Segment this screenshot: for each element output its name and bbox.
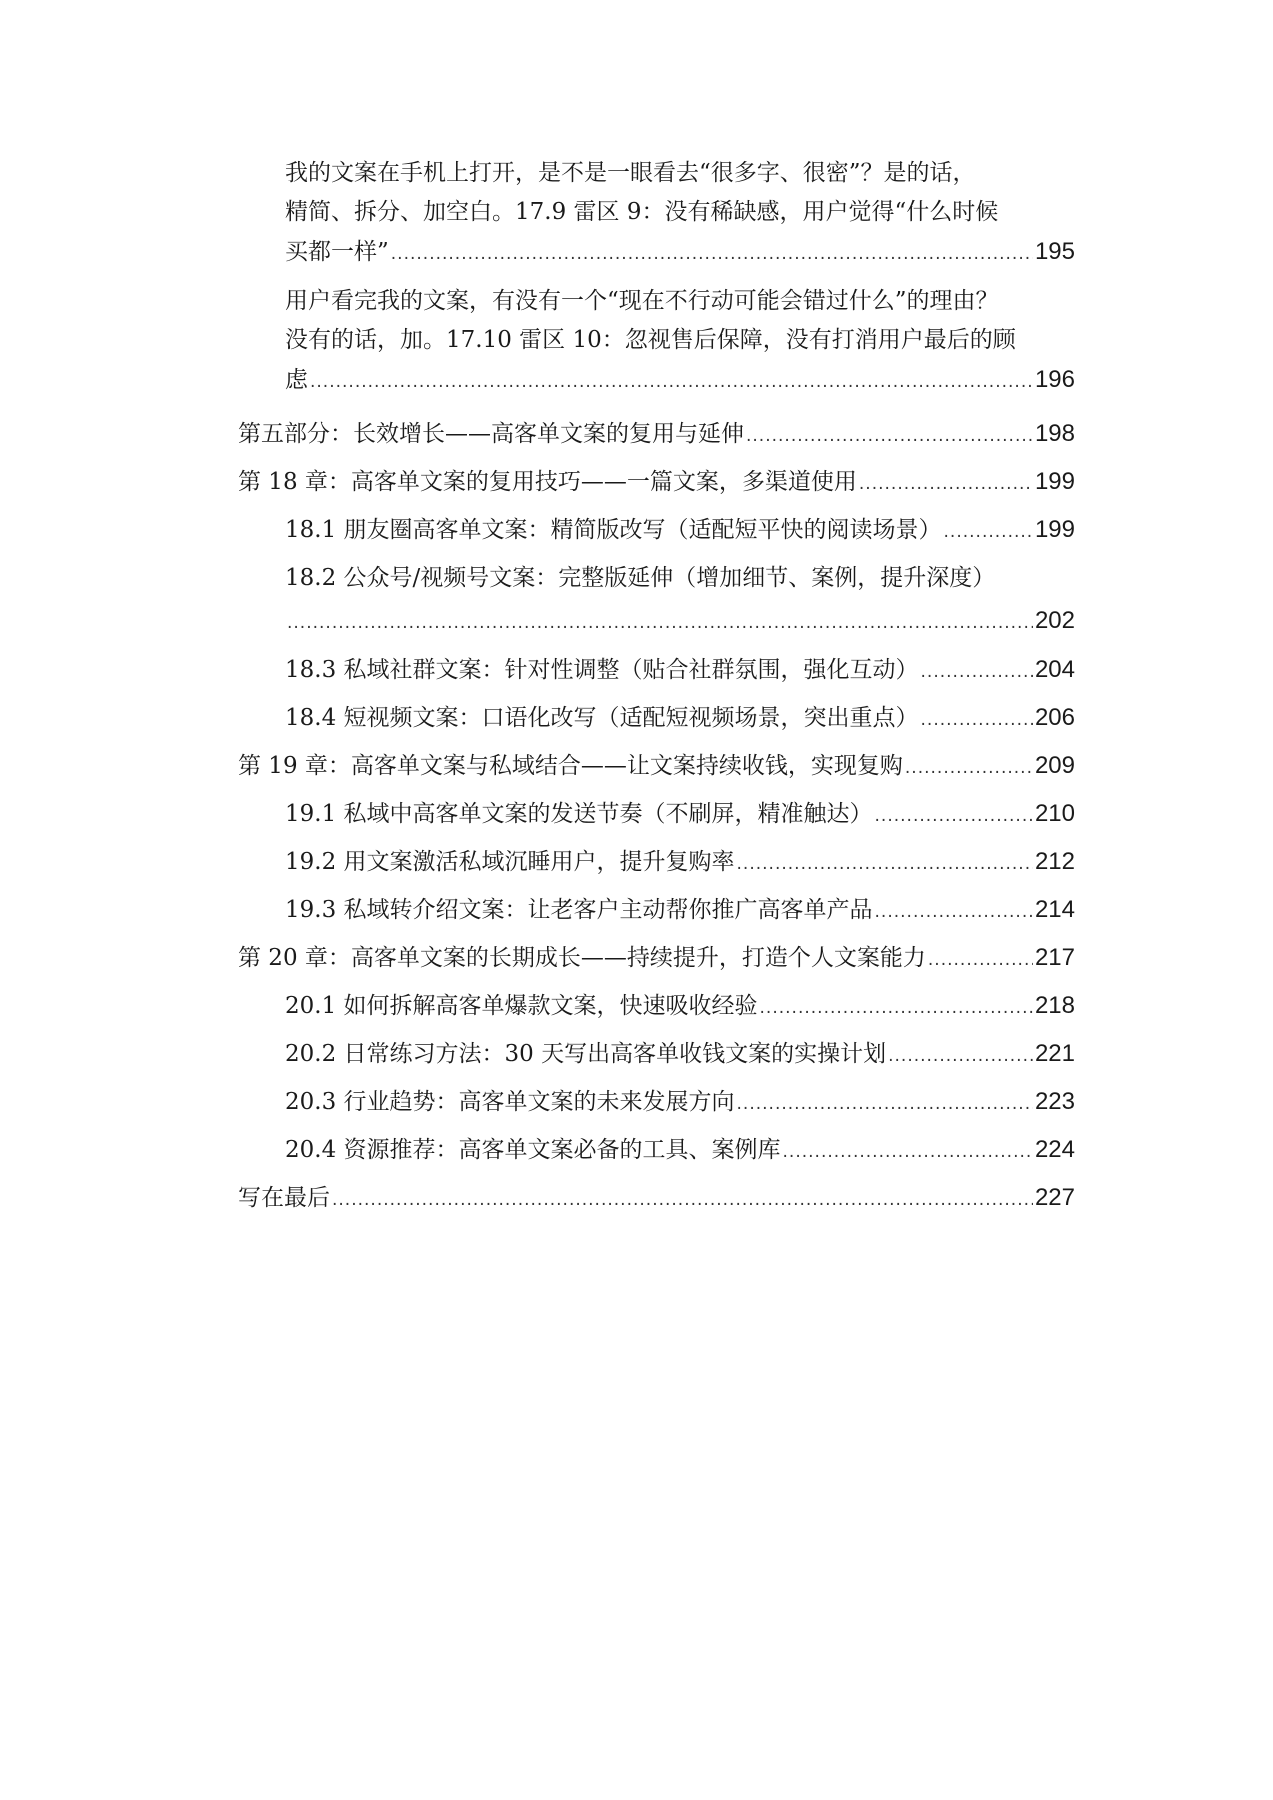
toc-entry-page: 210 — [1034, 800, 1075, 827]
toc-entry-title: 19.3 私域转介绍文案：让老客户主动帮你推广高客单产品 — [285, 897, 873, 923]
toc-entry-chapter[interactable] — [238, 742, 1075, 790]
dot-leader — [905, 744, 1033, 792]
toc-entry-page: 218 — [1034, 992, 1075, 1019]
toc-entry-part[interactable] — [238, 410, 1075, 458]
toc-entry-page: 202 — [1034, 607, 1075, 634]
dot-leader — [737, 840, 1033, 888]
toc-entry-wrapped[interactable] — [285, 282, 1075, 399]
toc-entry-section[interactable] — [285, 1030, 1075, 1078]
dot-leader — [760, 984, 1033, 1032]
dot-leader — [921, 648, 1033, 696]
toc-entry-line: 精简、拆分、加空白。17.9 雷区 9：没有稀缺感，用户觉得“什么时候 — [285, 199, 999, 225]
toc-entry-page: 206 — [1034, 704, 1075, 731]
toc-entry-page: 198 — [1034, 420, 1075, 447]
dot-leader — [310, 363, 1033, 402]
toc-entry-section[interactable] — [285, 982, 1075, 1030]
toc-entry-page: 224 — [1034, 1136, 1075, 1163]
toc-entry-section[interactable] — [285, 694, 1075, 742]
toc-entry-section[interactable] — [285, 646, 1075, 694]
toc-entry-page: 223 — [1034, 1088, 1075, 1115]
dot-leader — [391, 235, 1033, 274]
toc-entry-section[interactable] — [285, 790, 1075, 838]
toc-entry-title: 20.4 资源推荐：高客单文案必备的工具、案例库 — [285, 1137, 781, 1163]
dot-leader — [859, 460, 1033, 508]
toc-entry-section[interactable] — [285, 838, 1075, 886]
toc-entry-page: 195 — [1034, 238, 1075, 265]
toc-entry-title: 第 19 章：高客单文案与私域结合——让文案持续收钱，实现复购 — [238, 753, 903, 779]
dot-leader — [287, 604, 1033, 642]
toc-entry-page: 209 — [1034, 752, 1075, 779]
toc-entry-line: 我的文案在手机上打开，是不是一眼看去“很多字、很密”？是的话， — [285, 160, 976, 186]
dot-leader — [921, 696, 1033, 744]
dot-leader — [737, 1080, 1033, 1128]
table-of-contents — [238, 154, 1075, 1222]
toc-entry-line: 没有的话，加。17.10 雷区 10：忽视售后保障，没有打消用户最后的顾 — [285, 327, 1016, 353]
dot-leader — [875, 888, 1033, 936]
dot-leader — [783, 1128, 1033, 1176]
dot-leader — [875, 792, 1033, 840]
toc-entry-title: 第五部分：长效增长——高客单文案的复用与延伸 — [238, 421, 744, 447]
toc-entry-page: 214 — [1034, 896, 1075, 923]
toc-entry-title: 虑 — [285, 367, 308, 393]
toc-entry-page: 212 — [1034, 848, 1075, 875]
toc-entry-page: 227 — [1034, 1184, 1075, 1211]
toc-entry-title: 19.1 私域中高客单文案的发送节奏（不刷屏，精准触达） — [285, 801, 873, 827]
toc-entry-page: 217 — [1034, 944, 1075, 971]
toc-entry-wrapped[interactable] — [285, 154, 1075, 271]
dot-leader — [928, 936, 1033, 984]
dot-leader — [944, 508, 1033, 556]
toc-entry-title: 第 20 章：高客单文案的长期成长——持续提升，打造个人文案能力 — [238, 945, 926, 971]
toc-entry-section[interactable] — [285, 506, 1075, 554]
toc-entry-title: 18.3 私域社群文案：针对性调整（贴合社群氛围，强化互动） — [285, 657, 919, 683]
toc-entry-afterword[interactable] — [238, 1174, 1075, 1222]
dot-leader — [746, 412, 1033, 460]
toc-entry-title: 18.2 公众号/视频号文案：完整版延伸（增加细节、案例，提升深度） — [285, 565, 996, 591]
toc-entry-title: 18.1 朋友圈高客单文案：精简版改写（适配短平快的阅读场景） — [285, 517, 942, 543]
toc-entry-page: 204 — [1034, 656, 1075, 683]
toc-entry-section[interactable] — [285, 1078, 1075, 1126]
toc-entry-line: 用户看完我的文案，有没有一个“现在不行动可能会错过什么”的理由？ — [285, 288, 999, 314]
dot-leader — [332, 1176, 1033, 1224]
toc-entry-page: 221 — [1034, 1040, 1075, 1067]
toc-entry-page: 199 — [1034, 516, 1075, 543]
toc-entry-title: 第 18 章：高客单文案的复用技巧——一篇文案，多渠道使用 — [238, 469, 857, 495]
toc-entry-chapter[interactable] — [238, 458, 1075, 506]
toc-entry-page: 199 — [1034, 468, 1075, 495]
toc-entry-title: 写在最后 — [238, 1185, 330, 1211]
toc-entry-page: 196 — [1034, 366, 1075, 393]
toc-entry-title: 19.2 用文案激活私域沉睡用户，提升复购率 — [285, 849, 735, 875]
toc-entry-title: 20.2 日常练习方法：30 天写出高客单收钱文案的实操计划 — [285, 1041, 887, 1067]
toc-entry-section[interactable] — [285, 886, 1075, 934]
toc-entry-title: 18.4 短视频文案：口语化改写（适配短视频场景，突出重点） — [285, 705, 919, 731]
toc-entry-chapter[interactable] — [238, 934, 1075, 982]
toc-entry-section[interactable] — [285, 1126, 1075, 1174]
toc-entry-title: 20.1 如何拆解高客单爆款文案，快速吸收经验 — [285, 993, 758, 1019]
dot-leader — [888, 1032, 1033, 1080]
toc-entry-title: 买都一样” — [285, 239, 389, 265]
toc-entry-title: 20.3 行业趋势：高客单文案的未来发展方向 — [285, 1089, 735, 1115]
toc-entry-section[interactable] — [285, 554, 1075, 640]
